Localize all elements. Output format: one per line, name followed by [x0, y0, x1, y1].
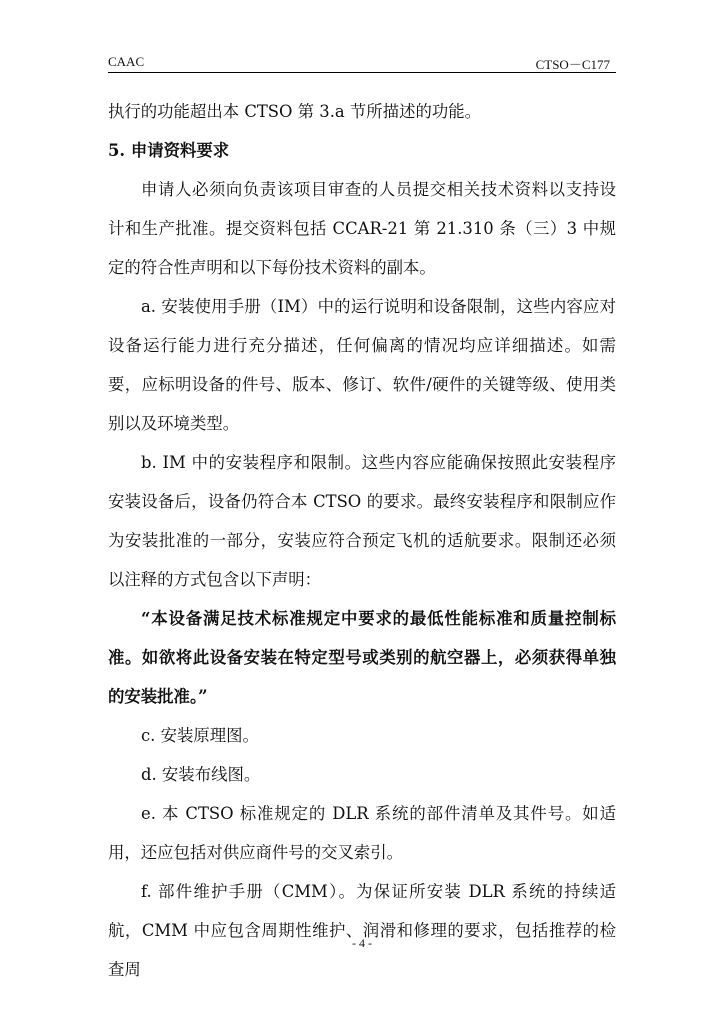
page-header [108, 50, 616, 73]
list-item-f: f. 部件维护手册（CMM）。为保证所安装 DLR 系统的持续适航，CMM 中应包含周期性维护、润滑和修理的要求，包括推荐的检查周 [108, 882, 616, 979]
header-org: CAAC [108, 54, 145, 69]
list-item-c: c. 安装原理图。 [141, 726, 259, 745]
list-item-d: d. 安装布线图。 [141, 765, 261, 784]
required-statement-quote: “本设备满足技术标准规定中要求的最低性能标准和质量控制标准。如欲将此设备安装在特定型号或类别的航空器上，必须获得单独的安装批准。” [108, 609, 616, 706]
paragraph-continuation: 执行的功能超出本 CTSO 第 3.a 节所描述的功能。 [108, 102, 482, 121]
list-item-a: a. 安装使用手册（IM）中的运行说明和设备限制，这些内容应对设备运行能力进行充分描述，任何偏离的情况均应详细描述。如需要，应标明设备的件号、版本、修订、软件/硬件的关键等级、使用类别以及环境类型。 [108, 297, 616, 433]
header-doc-number: CTSO－C177 [535, 57, 610, 72]
page-number: - 4 - [352, 936, 372, 950]
section-heading: 5. 申请资料要求 [108, 141, 230, 160]
document-body [108, 92, 616, 989]
paragraph-intro: 申请人必须向负责该项目审查的人员提交相关技术资料以支持设计和生产批准。提交资料包括 CCAR-21 第 21.310 条（三）3 中规定的符合性声明和以下每份技术资料的副本。 [108, 180, 616, 277]
list-item-e: e. 本 CTSO 标准规定的 DLR 系统的部件清单及其件号。如适用，还应包括对供应商件号的交叉索引。 [108, 804, 616, 862]
list-item-b: b. IM 中的安装程序和限制。这些内容应能确保按照此安装程序安装设备后，设备仍符合本 CTSO 的要求。最终安装程序和限制应作为安装批准的一部分，安装应符合预定飞机的适航要求。限制还必须以注释的方式包含以下声明： [108, 453, 616, 589]
